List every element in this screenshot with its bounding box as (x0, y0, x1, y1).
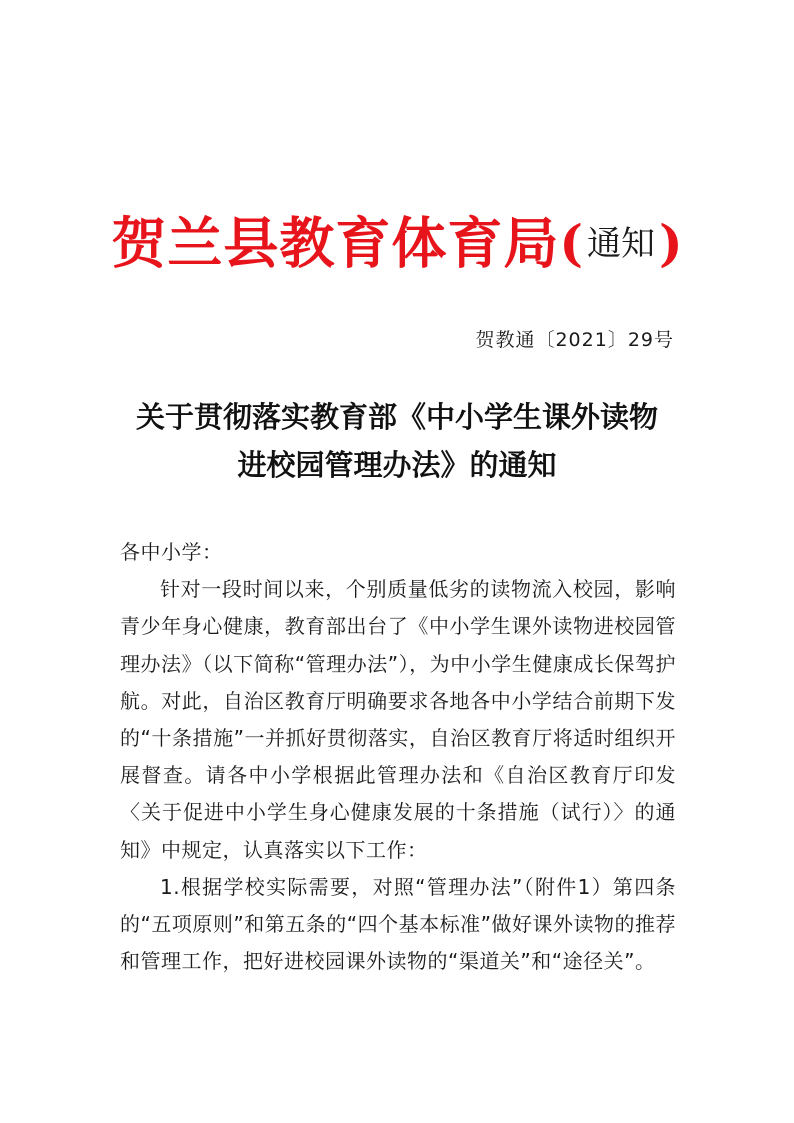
document-type-label: 通知 (587, 223, 655, 264)
body-paragraph-1: 针对一段时间以来，个别质量低劣的读物流入校园，影响青少年身心健康，教育部出台了《中小学生课外读物进校园管理办法》（以下简称“管理办法”），为中小学生健康成长保驾护航。对此，自治区教育厅明确要求各地各中小学结合前期下发的“十条措施”一并抓好贯彻落实，自治区教育厅将适时组织开展督查。请各中小学根据此管理办法和《自治区教育厅印发〈关于促进中小学生身心健康发展的十条措施（试行）〉的通知》中规定，认真落实以下工作： (120, 577, 676, 862)
document-title (0, 393, 794, 489)
issuing-organization: 贺兰县教育体育局 (111, 210, 560, 276)
salutation: 各中小学： (120, 540, 223, 564)
document-title-line-1: 关于贯彻落实教育部《中小学生课外读物 (135, 400, 658, 434)
document-title-line-2: 进校园管理办法》的通知 (237, 448, 557, 482)
header-paren-open: ( (559, 213, 583, 273)
body-paragraph-2: 1.根据学校实际需要，对照“管理办法”（附件1）第四条的“五项原则”和第五条的“四个基本标准”做好课外读物的推荐和管理工作，把好进校园课外读物的“渠道关”和“途径关”。 (120, 874, 676, 974)
document-body (120, 534, 676, 980)
document-number: 贺教通〔2021〕29号 (475, 329, 674, 351)
header-paren-close: ) (659, 213, 683, 273)
document-header (0, 207, 794, 280)
